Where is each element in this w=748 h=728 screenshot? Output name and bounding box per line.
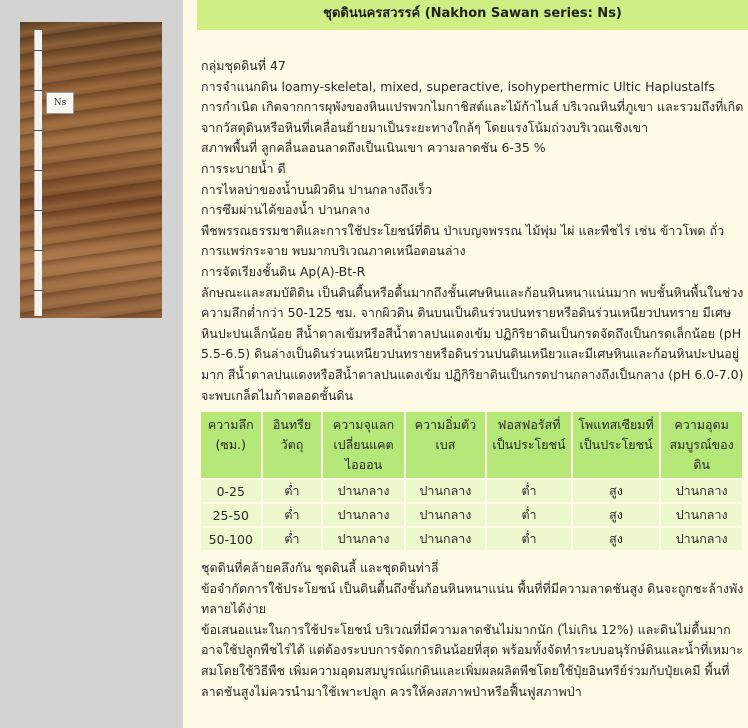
cell: ต่ำ (263, 528, 322, 550)
cell: ต่ำ (487, 504, 571, 526)
table-header-row (201, 412, 742, 478)
cell: ต่ำ (263, 480, 322, 502)
footer-block (197, 558, 748, 702)
soil-characteristics: ลักษณะและสมบัติดิน เป็นดินตื้นหรือตื้นมากถึงชั้นเศษหินและก้อนหินหนาแน่นมาก พบชั้นหินพื้นในช่วงความลึกต่ำกว่า 50-125 ซม. จากผิวดิน ดินบนเป็นดินร่วนปนทรายหรือดินร่วนเหนียวปนทราย มีเศษหินปะปนเล็กน้อย สีน้ำตาลเข้มหรือสีน้ำตาลปนแดงเข้ม ปฏิกิริยาดินเป็นกรดจัดถึงเป็นกรดเล็กน้อย (pH 5.5-6.5) ดินล่างเป็นดินร่วนเหนียวปนทรายหรือดินร่วนปนดินเหนียวและมีเศษหินและก้อนหินปะปนอยู่มาก สีน้ำตาลปนแดงหรือสีน้ำตาลปนแดงเข้ม ปฏิกิริยาดินเป็นกรดปานกลางถึงเป็นกลาง (pH 6.0-7.0) จะพบเกล็ดไมก้าตลอดชั้นดิน (201, 284, 744, 403)
cell: ปานกลาง (323, 528, 403, 550)
cell: ต่ำ (263, 504, 322, 526)
col-potassium: โพแทสเซียมที่เป็นประโยชน์ (573, 412, 660, 478)
drainage: การระบายน้ำ ดี (201, 160, 286, 176)
col-base-saturation: ความอิ่มตัวเบส (406, 412, 486, 478)
cell: ปานกลาง (661, 504, 742, 526)
table-row (201, 528, 742, 550)
cell: 0-25 (201, 480, 261, 502)
col-organic-matter: อินทรียวัตถุ (263, 412, 322, 478)
recommendations: ข้อเสนอแนะในการใช้ประโยชน์ บริเวณที่มีความลาดชันไม่มากนัก (ไม่เกิน 12%) และดินไม่ตื้นมาก อาจใช้ปลูกพืชไร่ได้ แต่ต้องระบบการจัดการดินน้อยที่สุด พร้อมทั้งจัดทำระบบอนุรักษ์ดินและน้ำที่เหมาะสมโดยใช้วิธีพืช เพิ่มความอุดมสมบูรณ์แก่ดินและเพิ่มผลผลิตพืชโดยใช้ปุ๋ยอินทรีย์ร่วมกับปุ๋ยเคมี พื้นที่ลาดชันสูงไม่ควรนำมาใช้เพาะปลูก ควรให้คงสภาพป่าหรือฟื้นฟูสภาพป่า (201, 621, 743, 699)
soil-profile-photo (20, 22, 162, 318)
cell: ปานกลาง (406, 480, 486, 502)
sidebar (0, 0, 183, 728)
soil-properties-table (199, 410, 744, 552)
col-depth: ความลึก (ซม.) (201, 412, 261, 478)
table-row (201, 504, 742, 526)
description-block (197, 30, 748, 406)
cell: ปานกลาง (323, 504, 403, 526)
cell: ปานกลาง (661, 480, 742, 502)
similar-series: ชุดดินที่คล้ายคลึงกัน ชุดดินลี้ และชุดดินท่าลี่ (201, 560, 439, 576)
surface-runoff: การไหลบ่าของน้ำบนผิวดิน ปานกลางถึงเร็ว (201, 181, 433, 197)
table-row (201, 480, 742, 502)
col-phosphorus: ฟอสฟอรัสที่เป็นประโยชน์ (487, 412, 571, 478)
permeability: การซึมผ่านได้ของน้ำ ปานกลาง (201, 202, 370, 218)
limitations: ข้อจำกัดการใช้ประโยชน์ เป็นดินตื้นถึงชั้นก้อนหินหนาแน่น พื้นที่ที่มีความลาดชันสูง ดินจะถูกชะล้างพังทลายได้ง่าย (201, 580, 744, 617)
horizon-sequence: การจัดเรียงชั้นดิน Ap(A)-Bt-R (201, 263, 366, 279)
col-cec: ความจุแลกเปลี่ยนแคตไอออน (323, 412, 403, 478)
cell: สูง (573, 480, 660, 502)
cell: ต่ำ (487, 480, 571, 502)
cell: สูง (573, 504, 660, 526)
col-fertility: ความอุดมสมบูรณ์ของดิน (661, 412, 742, 478)
cell: 50-100 (201, 528, 261, 550)
cell: สูง (573, 528, 660, 550)
soil-group: กลุ่มชุดดินที่ 47 (201, 58, 286, 73)
cell: ต่ำ (487, 528, 571, 550)
classification: การจำแนกดิน loamy-skeletal, mixed, superactive, isohyperthermic Ultic Haplustalfs (201, 78, 715, 94)
measuring-pole (34, 30, 42, 316)
terrain: สภาพพื้นที่ ลูกคลื่นลอนลาดถึงเป็นเนินเขา ความลาดชัน 6-35 % (201, 140, 546, 156)
cell: ปานกลาง (323, 480, 403, 502)
cell: ปานกลาง (406, 528, 486, 550)
profile-sign: Ns (46, 92, 74, 114)
cell: ปานกลาง (406, 504, 486, 526)
page-title: ชุดดินนครสวรรค์ (Nakhon Sawan series: Ns) (197, 0, 748, 30)
distribution: การแพร่กระจาย พบมากบริเวณภาคเหนือตอนล่าง (201, 243, 466, 259)
origin: การกำเนิด เกิดจากการผุพังของหินแปรพวกไมกาชิสต์และไม้ก้าไนส์ บริเวณหินที่ภูเขา และรวมถึงที่เกิดจากวัสดุดินหรือหินที่เคลื่อนย้ายมาเป็นระยะทางใกล้ๆ โดยแรงโน้มถ่วงบริเวณเชิงเขา (201, 99, 744, 135)
main-content (197, 0, 748, 728)
cell: ปานกลาง (661, 528, 742, 550)
cell: 25-50 (201, 504, 261, 526)
vegetation-landuse: พืชพรรณธรรมชาติและการใช้ประโยชน์ที่ดิน ป่าเบญจพรรณ ไม้พุ่ม ไผ่ และพืชไร่ เช่น ข้าวโพด ถั่ว (201, 222, 725, 238)
